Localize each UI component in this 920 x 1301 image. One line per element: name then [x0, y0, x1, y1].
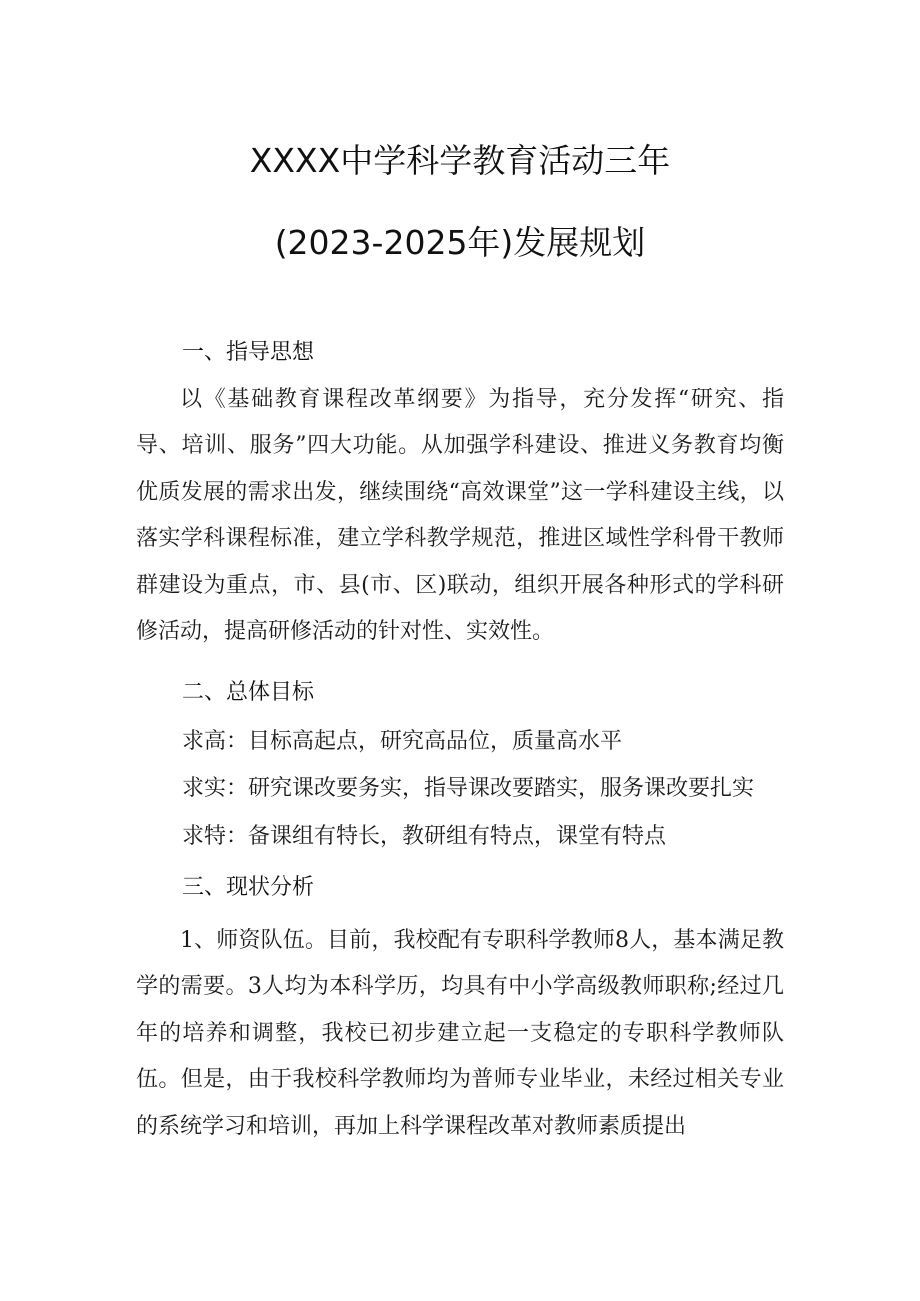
goal-line-practical: 求实：研究课改要务实，指导课改要踏实，服务课改要扎实	[182, 776, 755, 801]
section-heading-current-analysis: 三、现状分析	[182, 875, 315, 900]
section-heading-overall-goals: 二、总体目标	[182, 680, 315, 705]
goal-line-high: 求高：目标高起点，研究高品位，质量高水平	[182, 729, 623, 754]
section-paragraph-current-analysis: 1、师资队伍。目前，我校配有专职科学教师8人，基本满足教学的需要。3人均为本科学历，均具有中小学高级教师职称;经过几年的培养和调整，我校已初步建立起一支稳定的专职科学教师队伍。但是，由于我校科学教师均为普师专业毕业，未经过相关专业的系统学习和培训，再加上科学课程改革对教师素质提出	[136, 928, 784, 1139]
goal-line-distinctive: 求特：备课组有特长，教研组有特点，课堂有特点	[182, 824, 667, 849]
section-paragraph-guiding-ideology: 以《基础教育课程改革纲要》为指导，充分发挥“研究、指导、培训、服务”四大功能。从加强学科建设、推进义务教育均衡优质发展的需求出发，继续围绕“高效课堂”这一学科建设主线，以落实学科课程标准，建立学科教学规范，推进区域性学科骨干教师群建设为重点，市、县(市、区)联动，组织开展各种形式的学科研修活动，提高研修活动的针对性、实效性。	[136, 387, 784, 645]
document-title-line1: XXXX中学科学教育活动三年	[249, 141, 671, 180]
section-heading-guiding-ideology: 一、指导思想	[182, 340, 315, 365]
document-title-line2: (2023-2025年)发展规划	[274, 223, 646, 262]
